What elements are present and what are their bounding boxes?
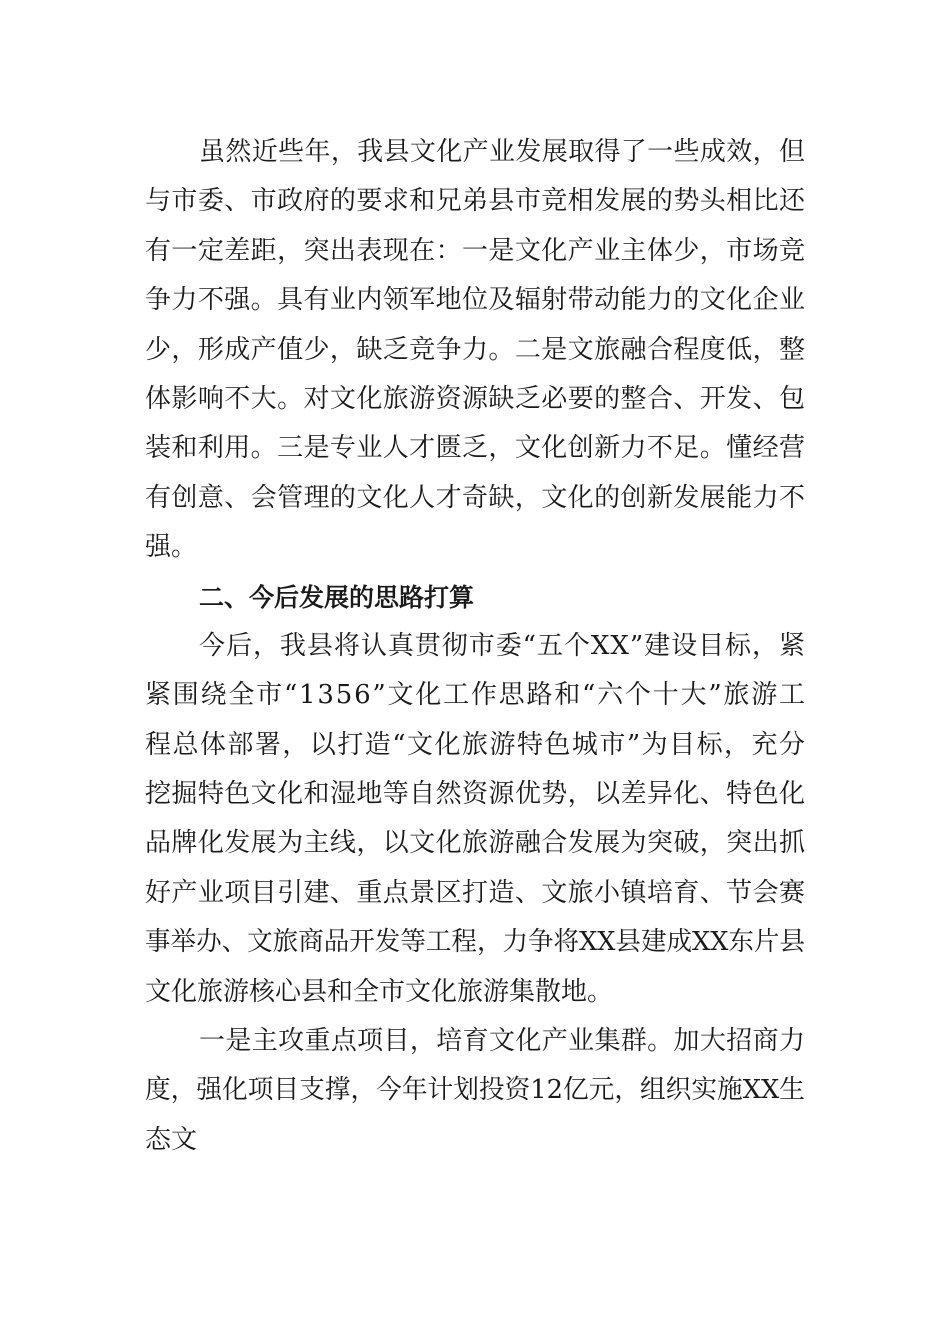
text-line: 态文 <box>145 1124 198 1155</box>
document-page <box>145 128 805 1165</box>
text-line: 一是主攻重点项目，培育文化产业集群。加大招商力 <box>199 1026 806 1057</box>
paragraph-future-plans <box>145 622 805 1017</box>
text-line: 程总体部署，以打造“文化旅游特色城市”为目标，充分 <box>145 729 807 760</box>
text-line: 品牌化发展为主线，以文化旅游融合发展为突破，突出抓 <box>145 828 806 859</box>
text-line: 文化旅游核心县和全市文化旅游集散地。 <box>145 976 614 1007</box>
text-line: 虽然近些年，我县文化产业发展取得了一些成效，但 <box>199 137 806 167</box>
text-line: 体影响不大。对文化旅游资源缺乏必要的整合、开发、包 <box>145 383 806 414</box>
text-line: 装和利用。三是专业人才匮乏，文化创新力不足。懂经营 <box>145 433 806 464</box>
text-line: 今后，我县将认真贯彻市委“五个XX”建设目标，紧 <box>199 630 806 661</box>
text-line: 好产业项目引建、重点景区打造、文旅小镇培育、节会赛 <box>145 877 806 908</box>
text-line: 事举办、文旅商品开发等工程，力争将XX县建成XX东片县 <box>145 927 805 958</box>
text-line: 度，强化项目支撑，今年计划投资12亿元，组织实施XX生 <box>145 1075 805 1106</box>
text-line: 少，形成产值少，缺乏竞争力。二是文旅融合程度低，整 <box>145 334 806 365</box>
text-line: 有创意、会管理的文化人才奇缺，文化的创新发展能力不 <box>145 482 806 513</box>
paragraph-key-projects <box>145 1017 805 1165</box>
text-line: 强。 <box>145 532 198 563</box>
paragraph-development-gaps <box>145 128 805 573</box>
text-line: 与市委、市政府的要求和兄弟县市竞相发展的势头相比还 <box>145 186 806 217</box>
text-line: 有一定差距，突出表现在：一是文化产业主体少，市场竞 <box>145 235 806 266</box>
section-heading: 二、今后发展的思路打算 <box>199 582 475 612</box>
text-line: 紧围绕全市“1356”文化工作思路和“六个十大”旅游工 <box>145 680 807 711</box>
text-line: 挖掘特色文化和湿地等自然资源优势，以差异化、特色化 <box>145 779 806 810</box>
text-line: 争力不强。具有业内领军地位及辐射带动能力的文化企业 <box>145 285 806 316</box>
